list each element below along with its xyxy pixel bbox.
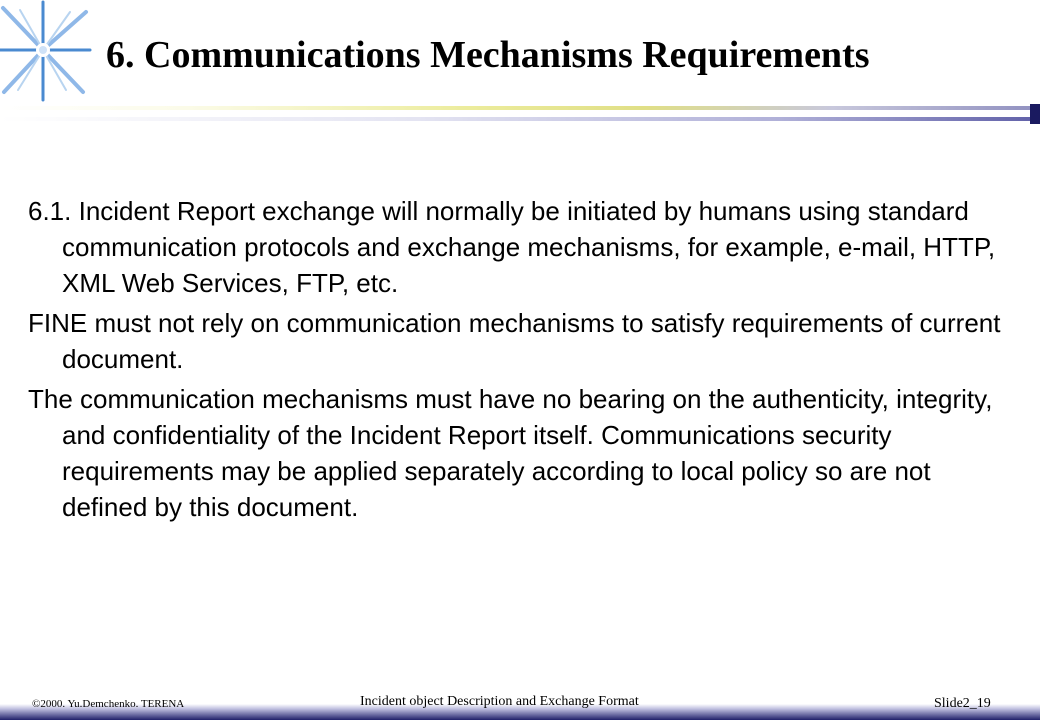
footer-subject: Incident object Description and Exchange Format [360, 694, 639, 709]
title-divider-endcap [1030, 104, 1040, 124]
slide-title: 6. Communications Mechanisms Requirements [106, 34, 870, 76]
title-divider [0, 106, 1040, 110]
body-paragraph: 6.1. Incident Report exchange will normally be initiated by humans using standard communication protocols and exchange mechanisms, for example, e-mail, HTTP, XML Web Services, FTP, etc. [28, 196, 996, 298]
footer-copyright: ©2000. Yu.Demchenko. TERENA [32, 698, 185, 710]
title-divider-lower [0, 117, 1040, 121]
star-burst-icon [0, 0, 95, 102]
slide-body [28, 193, 1018, 529]
slide-number: Slide2_19 [934, 696, 991, 711]
body-paragraph: FINE must not rely on communication mechanisms to satisfy requirements of current document. [28, 308, 1001, 374]
body-paragraph: The communication mechanisms must have no bearing on the authenticity, integrity, and confidentiality of the Incident Report itself. Communications security requirements may be applied separately according to local policy so are not defined by this document. [28, 384, 993, 522]
